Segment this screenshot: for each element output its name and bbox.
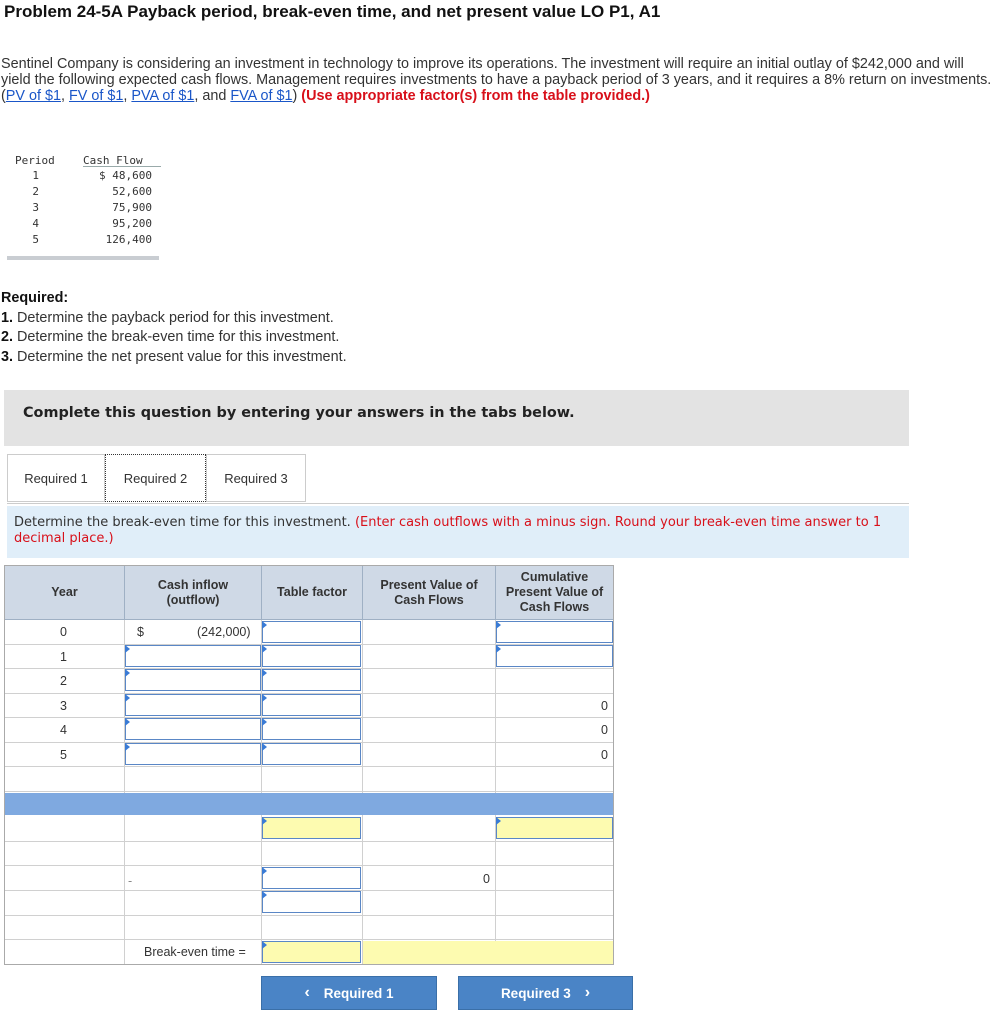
table-factor-input-year-0[interactable] [262, 621, 361, 643]
input-flag-icon [496, 645, 501, 653]
pv-link[interactable]: PV of $1 [5, 88, 61, 104]
break-even-result-area [363, 941, 613, 964]
cumulative-pv-value: 0 [601, 748, 608, 762]
amount-cell: $ 48,600 [99, 169, 152, 182]
break-even-input-b[interactable] [262, 891, 361, 913]
amount-cell: 126,400 [105, 233, 152, 246]
year-cell: 3 [60, 699, 67, 713]
cash-inflow-input-year-1[interactable] [125, 645, 261, 667]
intro-close: ) [292, 88, 302, 104]
intro-instruction: (Use appropriate factor(s) from the table provided.) [301, 88, 650, 104]
complete-question-banner [4, 390, 909, 446]
table-factor-input-year-4[interactable] [262, 718, 361, 740]
table-factor-input-year-2[interactable] [262, 669, 361, 691]
table-row [5, 939, 613, 940]
input-flag-icon [125, 694, 130, 702]
chevron-left-icon: ‹ [304, 984, 310, 1001]
column-divider [495, 620, 496, 964]
amount-cell: 75,900 [112, 201, 152, 214]
table-factor-input-year-1[interactable] [262, 645, 361, 667]
table-row [5, 841, 613, 842]
dollar-sign: $ [137, 625, 144, 639]
required-text: Determine the payback period for this investment. [13, 309, 334, 326]
cumulative-pv-value: 0 [601, 699, 608, 713]
next-required-button[interactable] [458, 976, 633, 1010]
dash-placeholder: - [128, 874, 133, 888]
input-flag-icon [496, 621, 501, 629]
input-flag-icon [262, 718, 267, 726]
input-flag-icon [496, 817, 501, 825]
year-cell: 5 [60, 748, 67, 762]
required-text: Determine the net present value for this investment. [13, 348, 347, 365]
cash-flow-table [7, 152, 159, 262]
tab-divider [7, 503, 909, 504]
input-flag-icon [125, 645, 130, 653]
break-even-label: Break-even time = [144, 945, 246, 959]
required-heading: Required: [1, 290, 69, 306]
input-flag-icon [262, 694, 267, 702]
table-row [5, 915, 613, 916]
input-flag-icon [262, 645, 267, 653]
required-item-3 [1, 348, 347, 368]
problem-intro [1, 56, 996, 104]
required-num: 3. [1, 348, 14, 365]
input-flag-icon [125, 743, 130, 751]
cumulative-pv-value: 0 [601, 723, 608, 737]
period-cell: 4 [32, 217, 39, 230]
cumulative-pv-input-year-0[interactable] [496, 621, 613, 643]
period-cell: 3 [32, 201, 39, 214]
required-num: 1. [1, 309, 14, 326]
intro-text: Sentinel Company is considering an investment in technology to improve its operations. The investment will require an initial outlay of $242,000 and will yield the following expected cash flows. Management requires investments to have a payback period of 3 years, and it requires a 8% return on investments. ( [1, 56, 992, 104]
header-present-value: Present Value of Cash Flows [363, 566, 496, 620]
amount-cell: 95,200 [112, 217, 152, 230]
instruction-text: Determine the break-even time for this investment. [14, 515, 355, 530]
link-separator: , [61, 88, 69, 104]
complete-text: Complete this question by entering your answers in the tabs below. [23, 405, 575, 421]
required-text: Determine the break-even time for this investment. [13, 329, 340, 345]
chevron-right-icon: › [584, 984, 591, 1001]
year-cell: 1 [60, 650, 67, 664]
link-separator: , and [194, 88, 231, 104]
cash-inflow-input-year-2[interactable] [125, 669, 261, 691]
input-flag-icon [262, 891, 267, 899]
cumulative-pv-input-summary[interactable] [496, 817, 613, 839]
input-flag-icon [262, 817, 267, 825]
cumulative-pv-input-year-1[interactable] [496, 645, 613, 667]
prev-button-label: Required 1 [323, 985, 394, 1001]
break-even-table [4, 565, 614, 965]
fva-link[interactable]: FVA of $1 [230, 88, 293, 104]
column-divider [362, 620, 363, 964]
break-even-input-a[interactable] [262, 867, 361, 889]
table-row [5, 766, 613, 767]
required-num: 2. [1, 329, 14, 345]
table-factor-input-year-3[interactable] [262, 694, 361, 716]
tab-required-1[interactable]: Required 1 [7, 454, 105, 502]
header-cumulative-pv: Cumulative Present Value of Cash Flows [496, 566, 613, 620]
break-even-time-input[interactable] [262, 941, 361, 963]
required-section [1, 289, 347, 367]
header-underline [83, 166, 161, 167]
period-cell: 5 [32, 233, 39, 246]
input-flag-icon [125, 669, 130, 677]
tab-required-3[interactable]: Required 3 [206, 454, 306, 502]
required-item-1 [1, 309, 347, 329]
cash-flow-header: Cash Flow [83, 154, 143, 167]
pva-link[interactable]: PVA of $1 [131, 88, 195, 104]
link-separator: , [123, 88, 132, 104]
input-flag-icon [262, 743, 267, 751]
header-year: Year [5, 566, 125, 620]
table-row [5, 865, 613, 866]
instruction-box [7, 506, 909, 558]
input-flag-icon [262, 669, 267, 677]
year-cell: 0 [60, 625, 67, 639]
year-cell: 2 [60, 674, 67, 688]
tab-required-2[interactable]: Required 2 [105, 454, 206, 502]
cash-inflow-input-year-3[interactable] [125, 694, 261, 716]
table-bottom-bar [7, 256, 159, 260]
problem-title: Problem 24-5A Payback period, break-even time, and net present value LO P1, A1 [4, 2, 661, 21]
instruction-note: (Enter cash outflows with a minus sign. Round your break-even time answer to 1 decimal place.) [14, 515, 882, 546]
fv-link[interactable]: FV of $1 [69, 88, 124, 104]
header-table-factor: Table factor [262, 566, 363, 620]
table-factor-input-year-5[interactable] [262, 743, 361, 765]
amount-cell: 52,600 [112, 185, 152, 198]
present-value-zero: 0 [483, 872, 490, 886]
period-cell: 2 [32, 185, 39, 198]
input-flag-icon [262, 621, 267, 629]
section-divider-band [5, 793, 613, 815]
required-item-2 [1, 328, 347, 348]
table-row [5, 791, 613, 792]
table-factor-input-summary[interactable] [262, 817, 361, 839]
prev-required-button[interactable] [261, 976, 437, 1010]
header-cash-inflow: Cash inflow (outflow) [125, 566, 262, 620]
initial-outlay-value: (242,000) [197, 625, 251, 639]
year-cell: 4 [60, 723, 67, 737]
cash-inflow-input-year-4[interactable] [125, 718, 261, 740]
input-flag-icon [125, 718, 130, 726]
next-button-label: Required 3 [500, 985, 571, 1001]
period-header: Period [15, 154, 55, 167]
input-flag-icon [262, 941, 267, 949]
input-flag-icon [262, 867, 267, 875]
cash-inflow-input-year-5[interactable] [125, 743, 261, 765]
period-cell: 1 [32, 169, 39, 182]
